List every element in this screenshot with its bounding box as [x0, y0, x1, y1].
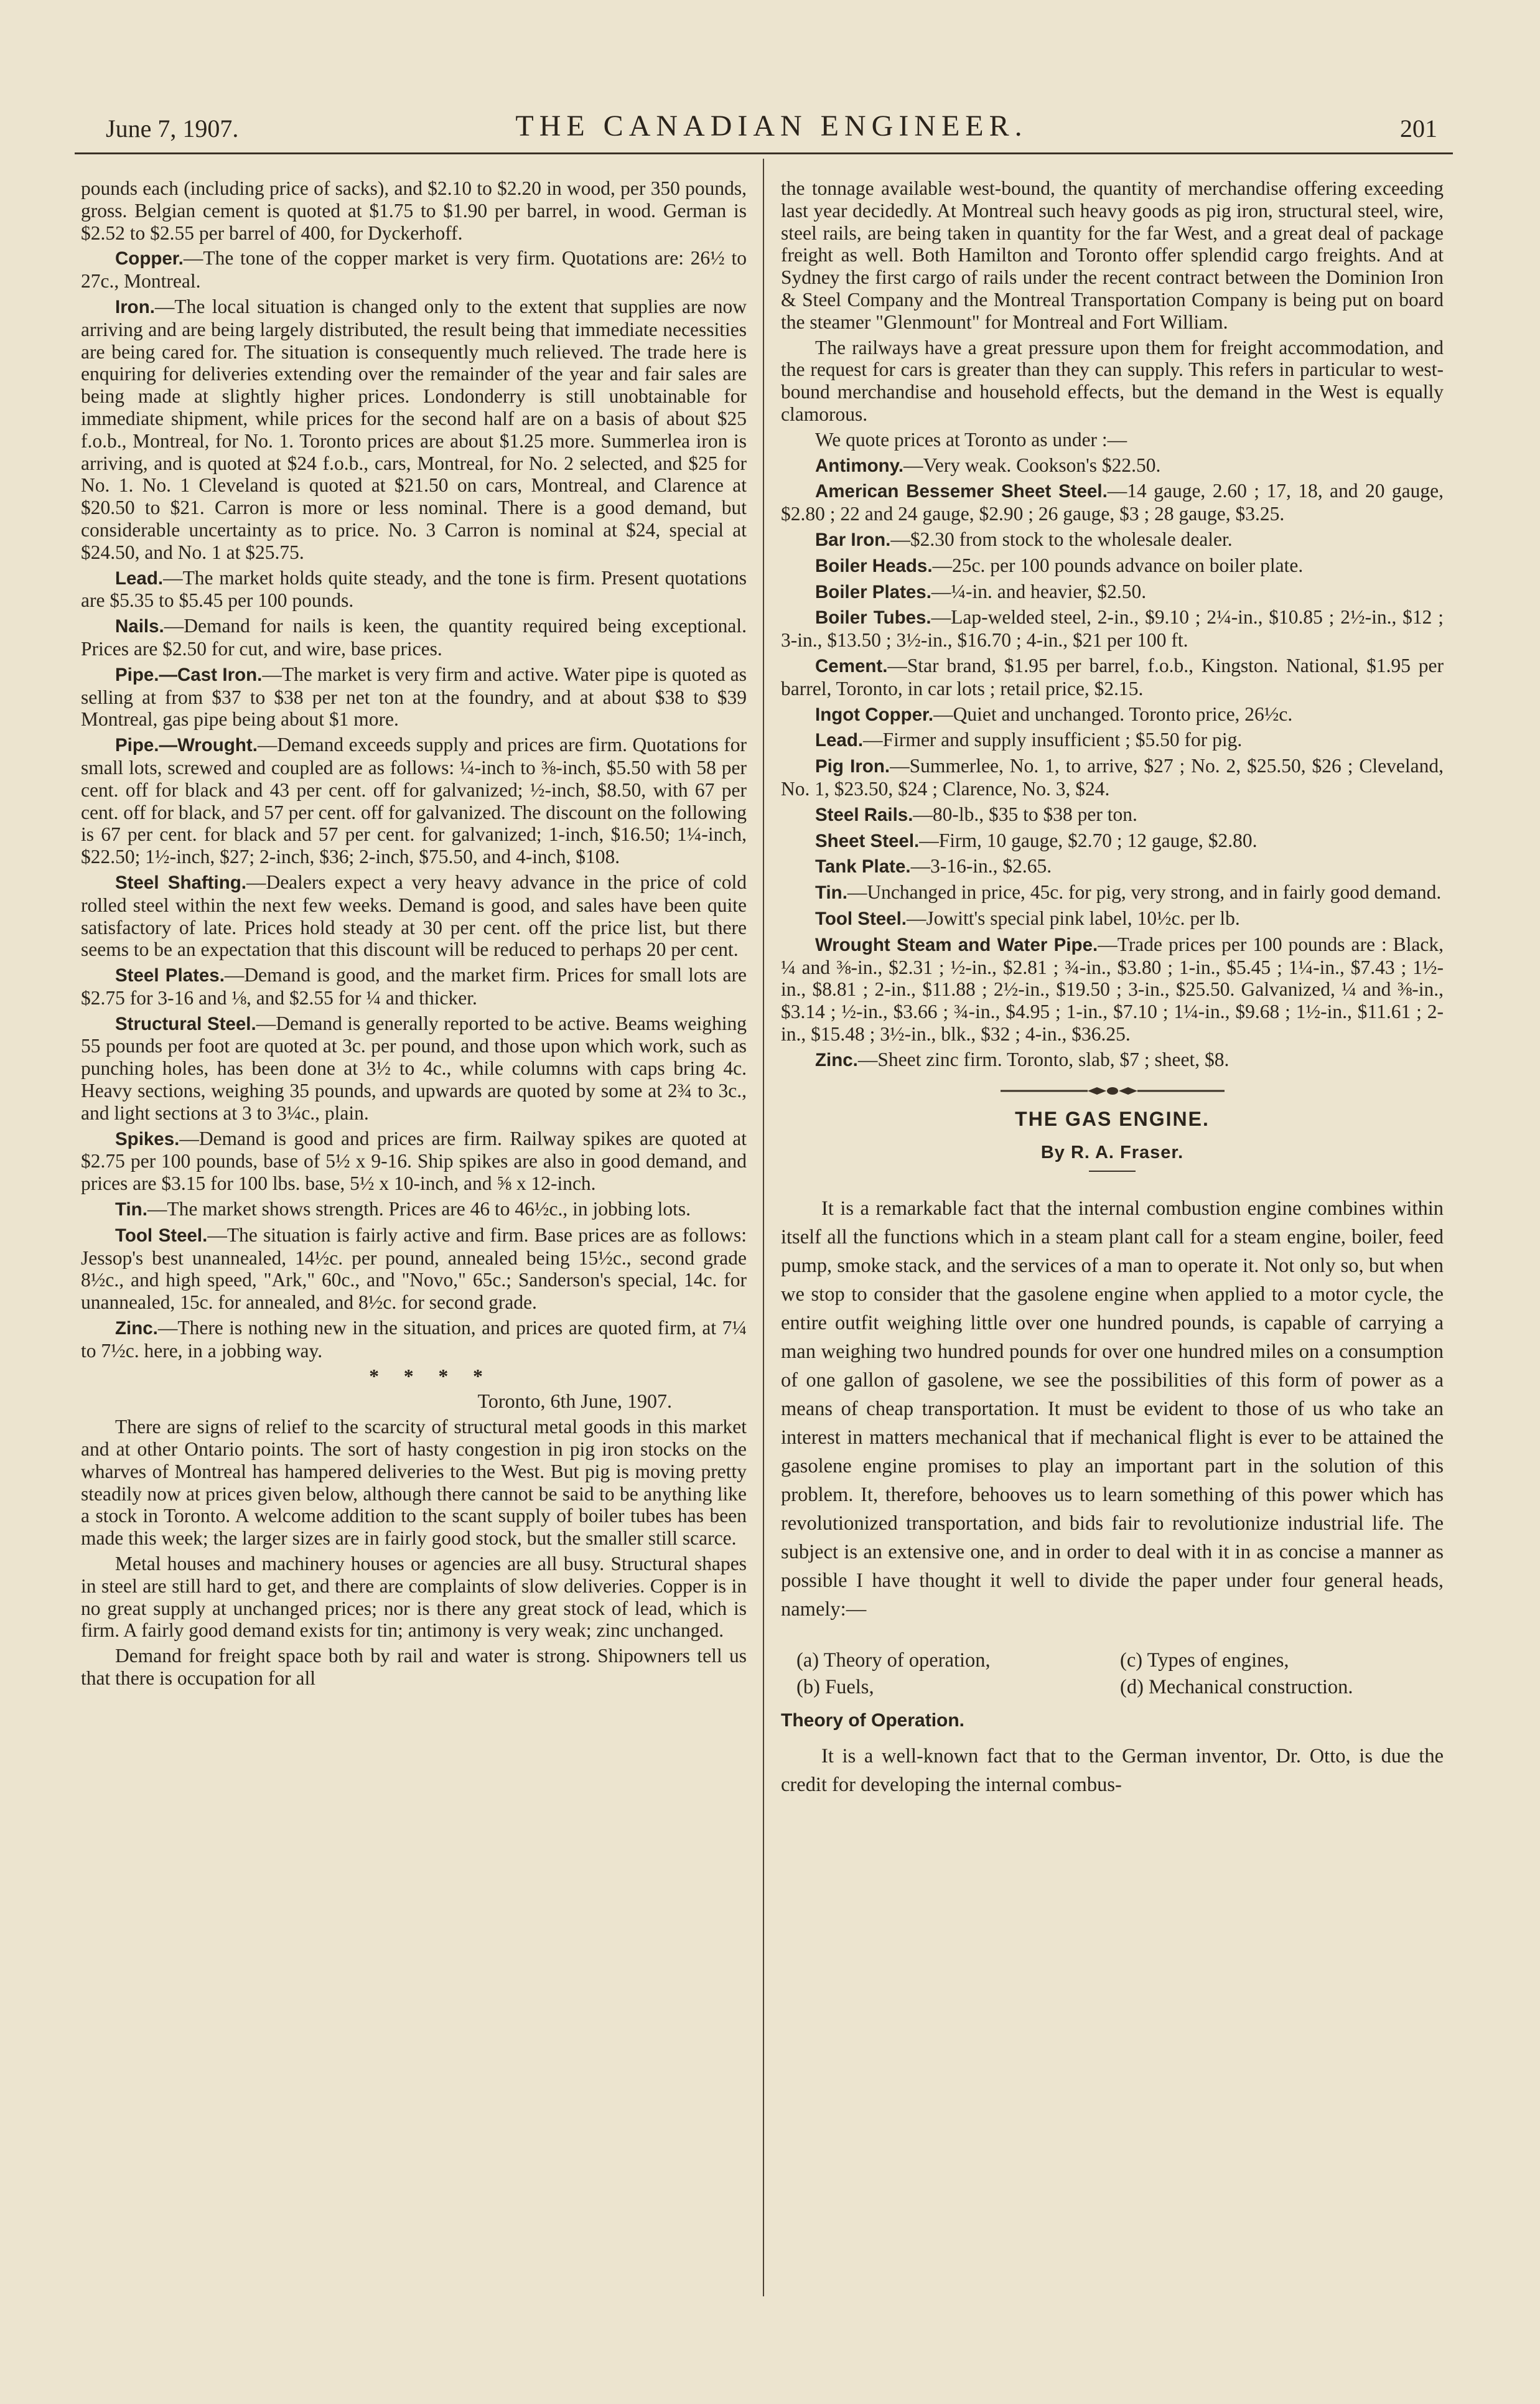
- market-item-bessemer-sheet-steel: [781, 480, 1444, 525]
- market-item-bar-iron: [781, 528, 1444, 551]
- ornamental-divider: [781, 1085, 1444, 1097]
- item-text: —The market is very firm and active. Water pipe is quoted as selling at from $37 to $38 per net ton at the foundry, and at about $38 to $39 Montreal, gas pipe being about $1 more.: [81, 663, 747, 731]
- topic-list: [796, 1647, 1444, 1701]
- byline-rule: [1089, 1171, 1136, 1172]
- toronto-paragraph: There are signs of relief to the scarcity of structural metal goods in this market and at other Ontario points. The sort of hasty congestion in pig iron stocks on the wharves of Montreal has hampered deliveries to the West. But pig is moving pretty steadily now at prices given below, although there cannot be said to be anything like a stock in Toronto. A welcome addition to the scant supply of boiler tubes has been made this week; the larger sizes are in fairly good stock, but the smaller still scarce.: [81, 1416, 747, 1550]
- market-item-ingot-copper: [781, 703, 1444, 726]
- item-heading: Tin.: [815, 882, 847, 904]
- issue-date: June 7, 1907.: [106, 115, 239, 143]
- item-heading: Pig Iron.: [815, 756, 890, 777]
- item-heading: Spikes.: [115, 1128, 180, 1149]
- item-heading: Zinc.: [815, 1049, 858, 1070]
- item-heading: Tool Steel.: [115, 1225, 208, 1246]
- cement-continuation: pounds each (including price of sacks), and $2.10 to $2.20 in wood, per 350 pounds, gross. Belgian cement is quoted at $1.75 to $1.90 per barrel, in wood. German is $2.52 to $2.55 per barrel of 400, for Dyckerhoff.: [81, 177, 747, 244]
- item-text: —Demand is good and prices are firm. Railway spikes are quoted at $2.75 per 100 pounds, base of 5½ x 9-16. Ship spikes are also in good demand, and prices are $3.15 for 100 lbs. base, 5½ x 10-inch, and ⅝ x 12-inch.: [81, 1127, 747, 1195]
- market-item-pipe-wrought: [81, 734, 747, 868]
- market-item-structural-steel: [81, 1013, 747, 1125]
- market-item-lead: [781, 729, 1444, 752]
- item-text: —Demand is generally reported to be active. Beams weighing 55 pounds per foot are quoted at 3c. per pound, and those upon which work, such as punching holes, has been done at 3½ to 4c., while columns with caps bring 4c. Heavy sections, weighing 35 pounds, and upwards are quoted by some at 2¾ to 3c., and light sections at 3 to 3¼c., plain.: [81, 1012, 747, 1124]
- market-item-tin: [781, 881, 1444, 904]
- item-heading: Boiler Plates.: [815, 581, 931, 602]
- market-item-boiler-tubes: [781, 606, 1444, 652]
- quote-intro: We quote prices at Toronto as under :—: [815, 428, 1127, 451]
- item-heading: Copper.: [115, 248, 184, 269]
- page-header: [106, 103, 1437, 146]
- item-text: —Unchanged in price, 45c. for pig, very strong, and in fairly good demand.: [847, 881, 1442, 904]
- market-item-cement: [781, 655, 1444, 700]
- item-heading: Wrought Steam and Water Pipe.: [815, 934, 1098, 955]
- market-item-zinc: [781, 1049, 1444, 1072]
- topic-item: (b) Fuels,: [796, 1676, 874, 1699]
- item-heading: Tool Steel.: [815, 908, 907, 929]
- item-text: —There is nothing new in the situation, and prices are quoted firm, at 7¼ to 7½c. here, in a jobbing way.: [81, 1317, 747, 1362]
- market-item-spikes: [81, 1128, 747, 1195]
- toronto-paragraph: Demand for freight space both by rail and water is strong. Shipowners tell us that there is occupation for all: [81, 1645, 747, 1689]
- item-heading: Antimony.: [815, 455, 904, 476]
- market-item-boiler-heads: [781, 554, 1444, 578]
- article-byline: By R. A. Fraser.: [1040, 1143, 1184, 1163]
- market-item-tin: [81, 1198, 747, 1221]
- item-text: —Firmer and supply insufficient ; $5.50 for pig.: [863, 729, 1243, 751]
- item-heading: American Bessemer Sheet Steel.: [815, 481, 1108, 502]
- item-heading: Tin.: [115, 1199, 147, 1220]
- item-heading: Cement.: [815, 655, 888, 676]
- item-text: —Demand is good, and the market firm. Prices for small lots are $2.75 for 3-16 and ⅛, and $2.55 for ¼ and thicker.: [81, 964, 747, 1009]
- toronto-paragraph: Metal houses and machinery houses or agencies are all busy. Structural shapes in steel are still hard to get, and there are complaints of slow deliveries. Copper is in no great supply at unchanged prices; nor is there any great stock of lead, which is firm. A fairly good demand exists for tin; antimony is very weak; zinc unchanged.: [81, 1553, 747, 1642]
- item-heading: Pipe.—Cast Iron.: [115, 664, 263, 685]
- section-separator-stars: * * * *: [369, 1365, 493, 1387]
- item-text: —Sheet zinc firm. Toronto, slab, $7 ; sheet, $8.: [857, 1048, 1230, 1070]
- market-item-zinc: [81, 1317, 747, 1362]
- left-column: [81, 177, 747, 1693]
- item-text: —Quiet and unchanged. Toronto price, 26½c.: [933, 703, 1293, 725]
- item-heading: Zinc.: [115, 1318, 158, 1339]
- item-text: —25c. per 100 pounds advance on boiler plate.: [932, 554, 1304, 576]
- market-item-nails: [81, 615, 747, 660]
- item-text: —Jowitt's special pink label, 10½c. per lb.: [906, 907, 1240, 929]
- item-heading: Pipe.—Wrought.: [115, 735, 258, 756]
- market-item-sheet-steel: [781, 830, 1444, 853]
- market-item-boiler-plates: [781, 581, 1444, 604]
- topic-item: (c) Types of engines,: [1120, 1649, 1289, 1672]
- header-rule: [75, 152, 1453, 154]
- right-column: [781, 177, 1444, 1799]
- item-heading: Steel Rails.: [815, 804, 913, 825]
- item-heading: Iron.: [115, 296, 155, 317]
- item-text: —Lap-welded steel, 2-in., $9.10 ; 2¼-in., $10.85 ; 2½-in., $12 ; 3-in., $13.50 ; 3½-in., $16.70 ; 4-in., $21 per 100 ft.: [781, 606, 1444, 652]
- topic-item: (a) Theory of operation,: [796, 1649, 991, 1672]
- item-heading: Boiler Heads.: [815, 555, 933, 576]
- market-item-steel-shafting: [81, 871, 747, 961]
- item-text: —$2.30 from stock to the wholesale dealer.: [890, 528, 1233, 550]
- item-heading: Nails.: [115, 616, 164, 637]
- section-heading: Theory of Operation.: [781, 1710, 965, 1731]
- freight-continuation: the tonnage available west-bound, the quantity of merchandise offering exceeding last year decidedly. At Montreal such heavy goods as pig iron, structural steel, wire, steel rails, are being taken in quantity for the far West, and a great deal of package freight as well. Both Hamilton and Toronto offer splendid cargo freights. And at Sydney the first cargo of rails under the recent contract between the Dominion Iron & Steel Company and the Montreal Transportation Company is being put on board the steamer "Glenmount" for Montreal and Fort William.: [781, 177, 1444, 333]
- market-item-tank-plate: [781, 855, 1444, 878]
- market-item-copper: [81, 247, 747, 292]
- item-heading: Lead.: [815, 730, 864, 751]
- item-heading: Steel Shafting.: [115, 872, 246, 893]
- item-text: —The market holds quite steady, and the tone is firm. Present quotations are $5.35 to $5.45 per 100 pounds.: [81, 566, 747, 612]
- market-item-steel-plates: [81, 964, 747, 1009]
- ornament-rule-icon: [1001, 1085, 1225, 1097]
- market-item-wrought-pipe: [781, 933, 1444, 1045]
- item-text: —Very weak. Cookson's $22.50.: [903, 454, 1161, 476]
- item-text: —Trade prices per 100 pounds are : Black, ¼ and ⅜-in., $2.31 ; ½-in., $2.81 ; ¾-in., $3.80 ; 1-in., $5.45 ; 1¼-in., $7.43 ; 1½-in., $8.81 ; 2-in., $11.88 ; 2½-in., $19.50 ; 3-in., $25.50. Galvanized, ¼ and ⅜-in., $3.14 ; ½-in., $3.66 ; ¾-in., $4.95 ; 1-in., $7.10 ; 1¼-in., $9.68 ; 1½-in., $11.61 ; 2-in., $15.48 ; 3½-in., blk., $32 ; 4-in., $36.25.: [781, 933, 1444, 1045]
- item-heading: Tank Plate.: [815, 856, 911, 877]
- item-heading: Structural Steel.: [115, 1013, 256, 1034]
- market-item-lead: [81, 567, 747, 612]
- market-item-tool-steel: [781, 907, 1444, 930]
- market-item-pipe-cast-iron: [81, 663, 747, 731]
- item-text: —3-16-in., $2.65.: [910, 855, 1052, 877]
- market-item-antimony: [781, 454, 1444, 477]
- railways-paragraph: The railways have a great pressure upon them for freight accommodation, and the request for cars is greater than they can supply. This refers in particular to west-bound merchandise and household effects, but the demand in the West is equally clamorous.: [781, 336, 1444, 425]
- item-text: —Demand exceeds supply and prices are firm. Quotations for small lots, screwed and coupled are as follows: ¼-inch to ⅜-inch, $5.50 with 58 per cent. off for black and 43 per cent. off for galvanized; ½-inch, $8.50, with 67 per cent. off for black, and 57 per cent. off for galvanized. The discount on the following is 67 per cent. for black and 57 per cent. for galvanized; 1-inch, $16.50; 1¼-inch, $22.50; 1½-inch, $27; 2-inch, $36; 2-inch, $75.50, and 4-inch, $108.: [81, 734, 747, 868]
- market-item-tool-steel: [81, 1224, 747, 1314]
- gas-engine-article: [781, 1108, 1444, 1798]
- topic-item: (d) Mechanical construction.: [1120, 1676, 1353, 1699]
- item-heading: Bar Iron.: [815, 529, 891, 550]
- item-text: —Summerlee, No. 1, to arrive, $27 ; No. 2, $25.50, $26 ; Cleveland, No. 1, $23.50, $24 ; Clarence, No. 3, $24.: [781, 755, 1444, 800]
- item-text: —Star brand, $1.95 per barrel, f.o.b., Kingston. National, $1.95 per barrel, Toronto, in car lots ; retail price, $2.15.: [781, 654, 1444, 699]
- item-heading: Ingot Copper.: [815, 704, 934, 725]
- column-divider: [763, 159, 764, 2296]
- item-text: —The market shows strength. Prices are 46 to 46½c., in jobbing lots.: [147, 1198, 691, 1220]
- market-item-steel-rails: [781, 803, 1444, 826]
- toronto-dateline: Toronto, 6th June, 1907.: [477, 1390, 672, 1413]
- item-text: —Demand for nails is keen, the quantity required being exceptional. Prices are $2.50 for cut, and wire, base prices.: [81, 615, 747, 660]
- item-heading: Lead.: [115, 568, 164, 589]
- item-text: —Firm, 10 gauge, $2.70 ; 12 gauge, $2.80.: [919, 829, 1258, 851]
- item-heading: Sheet Steel.: [815, 830, 920, 851]
- market-item-iron: [81, 296, 747, 564]
- item-text: —Dealers expect a very heavy advance in the price of cold rolled steel within the next few weeks. Demand is good, and sales have been quite satisfactory of late. Prices hold steady at 30 per cent. off the price list, but there seems to be an expectation that this discount will be reduced to perhaps 20 per cent.: [81, 871, 747, 961]
- item-text: —The local situation is changed only to the extent that supplies are now arriving and are being largely distributed, the result being that immediate necessities are being cared for. The situation is consequently much relieved. The trade here is enquiring for deliveries extending over the remainder of the year and fair sales are being made at slightly higher prices. Londonderry is still unobtainable for immediate shipment, while prices for the second half are on a basis of about $25 f.o.b., Montreal, for No. 1. Toronto prices are about $1.25 more. Summerlea iron is arriving, and is quoted at $24 f.o.b., cars, Montreal, for No. 2 selected, and $25 for No. 1. No. 1 Cleveland is quoted at $21.50 on cars, Montreal, and Clarence at $20.50 to $21. Carron is more or less nominal. There is a good demand, but considerable uncertainty as to price. No. 3 Carron is nominal at $24, special at $24.50, and No. 1 at $25.75.: [81, 295, 747, 563]
- item-text: —The situation is fairly active and firm. Base prices are as follows: Jessop's best unannealed, 14½c. per pound, annealed being 15½c., second grade 8½c., and high speed, "Ark," 60c., and "Novo," 65c.; Sanderson's special, 14c. for unannealed, 15c. for annealed, and 8½c. for second grade.: [81, 1223, 747, 1314]
- item-text: —80-lb., $35 to $38 per ton.: [913, 803, 1137, 825]
- item-text: —14 gauge, 2.60 ; 17, 18, and 20 gauge, $2.80 ; 22 and 24 gauge, $2.90 ; 26 gauge, $3 ; 28 gauge, $3.25.: [781, 480, 1444, 525]
- item-heading: Boiler Tubes.: [815, 607, 931, 629]
- item-text: —The tone of the copper market is very firm. Quotations are: 26½ to 27c., Montreal.: [81, 247, 747, 292]
- article-title: THE GAS ENGINE.: [1015, 1108, 1210, 1131]
- publication-title: THE CANADIAN ENGINEER.: [515, 110, 1028, 143]
- item-text: —¼-in. and heavier, $2.50.: [931, 580, 1147, 602]
- article-paragraph: It is a remarkable fact that the internal combustion engine combines within itself all the functions which in a steam plant call for a steam engine, boiler, feed pump, smoke stack, and the services of a man to operate it. Not only so, but when we stop to consider that the gasolene engine when applied to a motor cycle, the entire outfit weighing little over one hundred pounds, is capable of carrying a man weighing two hundred pounds for over one hundred miles on a consumption of one gallon of gasolene, we see the possibilities of this form of power as a means of cheap transportation. It must be evident to those of us who take an interest in matters mechanical that if mechanical flight is ever to be attained the gasolene engine promises to play an important part in the solution of this problem. It, therefore, behooves us to learn something of this power which has revolutionized transportation, and bids fair to revolutionize industrial life. The subject is an extensive one, and in order to deal with it in as concise a manner as possible I have thought it well to divide the paper under four general heads, namely:—: [781, 1197, 1444, 1621]
- page-number: 201: [1400, 115, 1437, 143]
- item-heading: Steel Plates.: [115, 965, 225, 986]
- market-item-pig-iron: [781, 755, 1444, 800]
- article-paragraph: It is a well-known fact that to the German inventor, Dr. Otto, is due the credit for developing the internal combus-: [781, 1744, 1444, 1796]
